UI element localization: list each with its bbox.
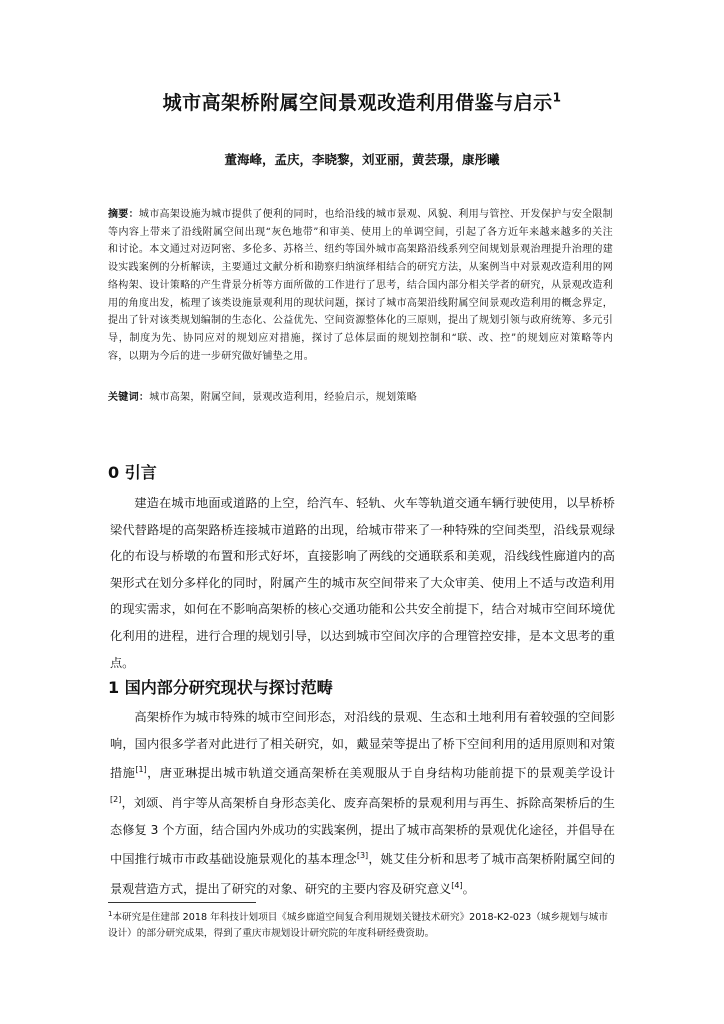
author-list: 董海峰，孟庆，李晓黎，刘亚丽，黄芸璟，康彤曦 [224, 152, 500, 167]
footnote-text: 本研究是住建部 2018 年科技计划项目《城乡廊道空间复合利用规划关键技术研究》2018-K2-023（城乡规划与城市设计）的部分研究成果，得到了重庆市规划设计研究院的年度科研经费资助。 [108, 912, 608, 940]
keywords-label: 关键词： [108, 392, 150, 403]
section-1-text-part: 高架桥作为城市特殊的城市空间形态，对沿线的景观、生态和土地利用有着较强的空间影响，国内很多学者对此进行了相关研究，如，戴显荣等提出了桥下空间利用的适用原则和对策措施 [110, 710, 615, 781]
citation-ref[interactable]: [4] [451, 880, 463, 890]
abstract-label: 摘要： [108, 209, 139, 220]
abstract-text: 城市高架设施为城市提供了便利的同时，也给沿线的城市景观、风貌、利用与管控、开发保护与安全限制等内容上带来了沿线附属空间出现“灰色地带”和审美、使用上的单调空间，引起了各方近年来越来越多的关注和讨论。本文通过对迈阿密、多伦多、苏格兰、纽约等国外城市高架路沿线系列空间规划景观治理提升治理的建设实践案例的分析解读，主要通过文献分析和勘察归纳演绎相结合的研究方法，从案例当中对景观改造利用的网络构架、设计策略的产生背景分析等方面所做的工作进行了思考，结合国内部分相关学者的研究，从景观改造利用的角度出发，梳理了该类设施景观利用的现状问题，探讨了城市高架沿线附属空间景观改造利用的概念界定，提出了针对该类规划编制的生态化、公益优先、空间资源整体化的三原则，提出了规划引领与政府统筹、多元引导，制度为先、协同应对的规划应对措施，探讨了总体层面的规划控制和“联、改、控”的规划应对策略等内容，以期为今后的进一步研究做好铺垫之用。 [108, 209, 613, 362]
section-0-heading: 0 引言 [108, 463, 157, 482]
keywords-text: 城市高架，附属空间，景观改造利用，经验启示，规划策略 [149, 392, 418, 403]
footnote-mark: 1 [108, 910, 113, 918]
abstract [108, 206, 613, 365]
section-0-paragraph: 建造在城市地面或道路的上空，给汽车、轻轨、火车等轨道交通车辆行驶使用，以旱桥桥梁代替路堤的高架路桥连接城市道路的出现，给城市带来了一种特殊的空间类型，沿线景观绿化的布设与桥墩的布置和形式好坏，直接影响了两线的交通联系和美观，沿线线性廊道内的高架形式在划分多样化的同时，附属产生的城市灰空间带来了大众审美、使用上不适与改造利用的现实需求，如何在不影响高架桥的核心交通功能和公共安全前提下，结合对城市空间环境优化利用的进程，进行合理的规划引导，以达到城市空间次序的合理管控安排，是本文思考的重点。 [110, 496, 615, 670]
section-1-text-part: ，刘颂、肖宇等从高架桥自身形态美化、废弃高架桥的景观利用与再生、拆除高架桥后的生态修复 3 个方面，结合国内外成功的实践案例，提出了城市高架桥的景观优化途径，并倡导在中国推行城市市政基础设施景观化的基本理念 [110, 795, 615, 867]
section-1-text-part: 。 [462, 881, 475, 896]
paper-title [0, 88, 724, 115]
title-text: 城市高架桥附属空间景观改造利用借鉴与启示 [162, 92, 553, 114]
section-1-text-part: ，姚艾佳分析和思考了城市高架桥附属空间的景观营造方式，提出了研究的对象、研究的主要内容及研究意义 [110, 852, 615, 896]
keywords [108, 388, 613, 403]
section-1-heading: 1 国内部分研究现状与探讨范畴 [108, 678, 333, 697]
citation-ref[interactable]: [1] [135, 765, 147, 775]
footnote [108, 906, 613, 942]
footnote-divider [108, 902, 256, 903]
citation-ref[interactable]: [3] [356, 851, 369, 861]
section-1-paragraph [110, 704, 615, 902]
section-1-text-part: ，唐亚琳提出城市轨道交通高架桥在美观服从于自身结构功能前提下的景观美学设计 [146, 766, 616, 781]
title-footnote-mark: 1 [552, 90, 562, 105]
citation-ref[interactable]: [2] [110, 794, 122, 804]
